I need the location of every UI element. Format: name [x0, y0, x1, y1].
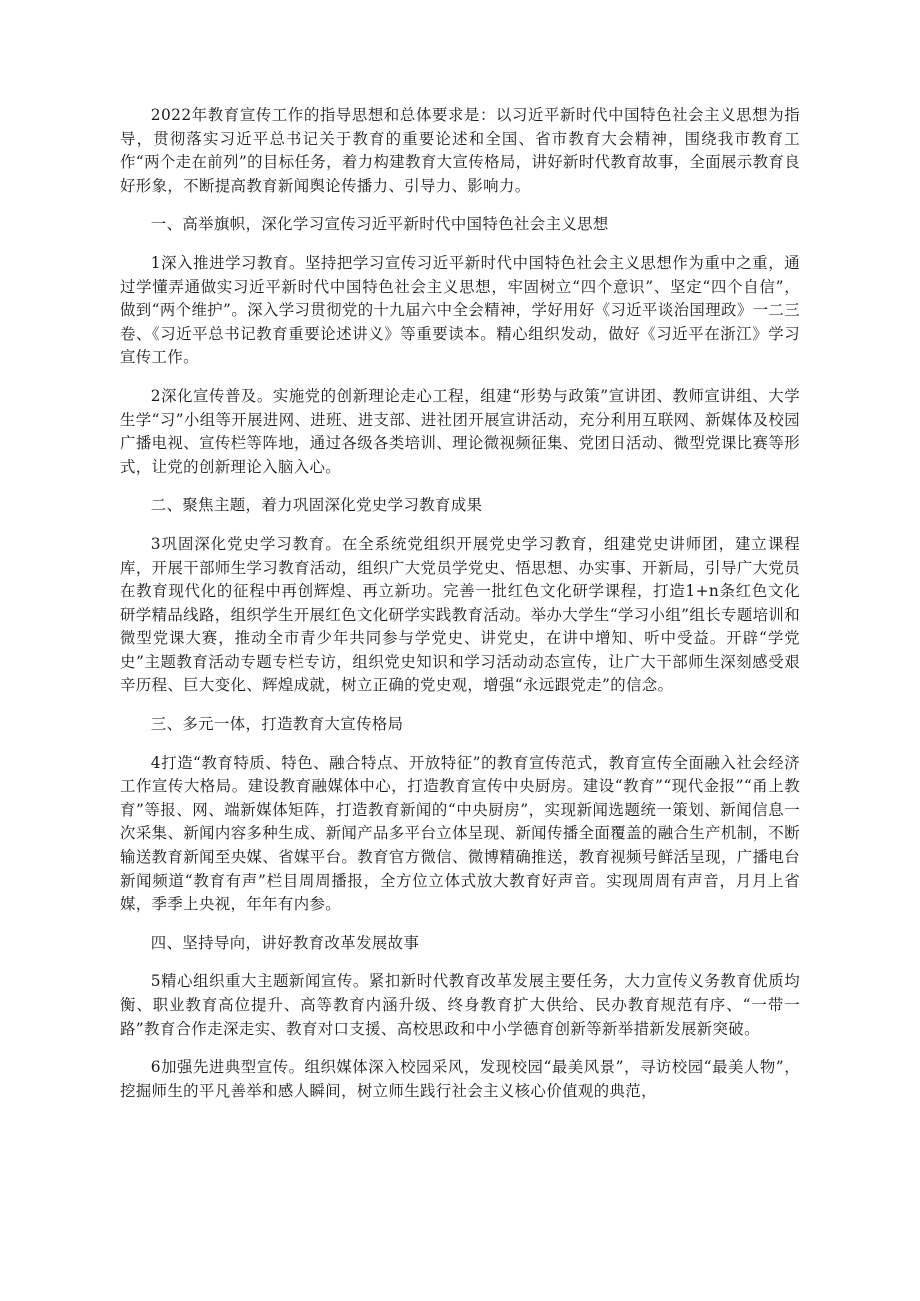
paragraph-item-3: 3巩固深化党史学习教育。在全系统党组织开展党史学习教育，组建党史讲师团，建立课程库，开展干部师生学习教育活动，组织广大党员学党史、悟思想、办实事、开新局，引导广大党员在教育现代化的征程中再创辉煌、再立新功。完善一批红色文化研学课程，打造1+n条红色文化研学精品线路，组织学生开展红色文化研学实践教育活动。举办大学生“学习小组”组长专题培训和微型党课大赛，推动全市青少年共同参与学党史、讲党史，在讲中增知、听中受益。开辟“学党史”主题教育活动专题专栏专访，组织党史知识和学习活动动态宣传，让广大干部师生深刻感受艰辛历程、巨大变化、辉煌成就，树立正确的党史观，增强“永远跟党走”的信念。: [120, 534, 800, 695]
section-heading-1: 一、高举旗帜，深化学习宣传习近平新时代中国特色社会主义思想: [150, 215, 609, 234]
paragraph-item-6: 6加强先进典型宣传。组织媒体深入校园采风，发现校园“最美风景”，寻访校园“最美人物”，挖掘师生的平凡善举和感人瞬间，树立师生践行社会主义核心价值观的典范，: [120, 1058, 800, 1100]
section-heading-4: 四、坚持导向，讲好教育改革发展故事: [150, 933, 420, 952]
paragraph-item-5: 5精心组织重大主题新闻宣传。紧扣新时代教育改革发展主要任务，大力宣传义务教育优质均衡、职业教育高位提升、高等教育内涵升级、终身教育扩大供给、民办教育规范有序、“一带一路”教育合作走深走实、教育对口支援、高校思政和中小学德育创新等新举措新发展新突破。: [120, 972, 800, 1038]
section-heading-3: 三、多元一体，打造教育大宣传格局: [150, 715, 404, 734]
paragraph-item-4: 4打造“教育特质、特色、融合特点、开放特征”的教育宣传范式，教育宣传全面融入社会经济工作宣传大格局。建设教育融媒体中心，打造教育宣传中央厨房。建设“教育”“现代金报”“甬上教育”等报、网、端新媒体矩阵，打造教育新闻的“中央厨房”，实现新闻选题统一策划、新闻信息一次采集、新闻内容多种生成、新闻产品多平台立体呈现、新闻传播全面覆盖的融合生产机制，不断输送教育新闻至央媒、省媒平台。教育官方微信、微博精确推送，教育视频号鲜活呈现，广播电台新闻频道“教育有声”栏目周周播报，全方位立体式放大教育好声音。实现周周有声音，月月上省媒，季季上央视，年年有内参。: [120, 753, 800, 914]
paragraph-item-2: 2深化宣传普及。实施党的创新理论走心工程，组建“形势与政策”宣讲团、教师宣讲组、大学生学“习”小组等开展进网、进班、进支部、进社团开展宣讲活动，充分利用互联网、新媒体及校园广播电视、宣传栏等阵地，通过各级各类培训、理论微视频征集、党团日活动、微型党课比赛等形式，让党的创新理论入脑入心。: [120, 386, 800, 476]
document-body: [120, 104, 800, 1118]
intro-paragraph: 2022年教育宣传工作的指导思想和总体要求是：以习近平新时代中国特色社会主义思想为指导，贯彻落实习近平总书记关于教育的重要论述和全国、省市教育大会精神，围绕我市教育工作“两个走在前列”的目标任务，着力构建教育大宣传格局，讲好新时代教育故事，全面展示教育良好形象，不断提高教育新闻舆论传播力、引导力、影响力。: [120, 106, 800, 195]
paragraph-item-1: 1深入推进学习教育。坚持把学习宣传习近平新时代中国特色社会主义思想作为重中之重，通过学懂弄通做实习近平新时代中国特色社会主义思想，牢固树立“四个意识”、坚定“四个自信”，做到“两个维护”。深入学习贯彻党的十九届六中全会精神，学好用好《习近平谈治国理政》一二三卷、《习近平总书记教育重要论述讲义》等重要读本。精心组织发动，做好《习近平在浙江》学习宣传工作。: [120, 253, 800, 367]
section-heading-2: 二、聚焦主题，着力巩固深化党史学习教育成果: [150, 496, 483, 515]
